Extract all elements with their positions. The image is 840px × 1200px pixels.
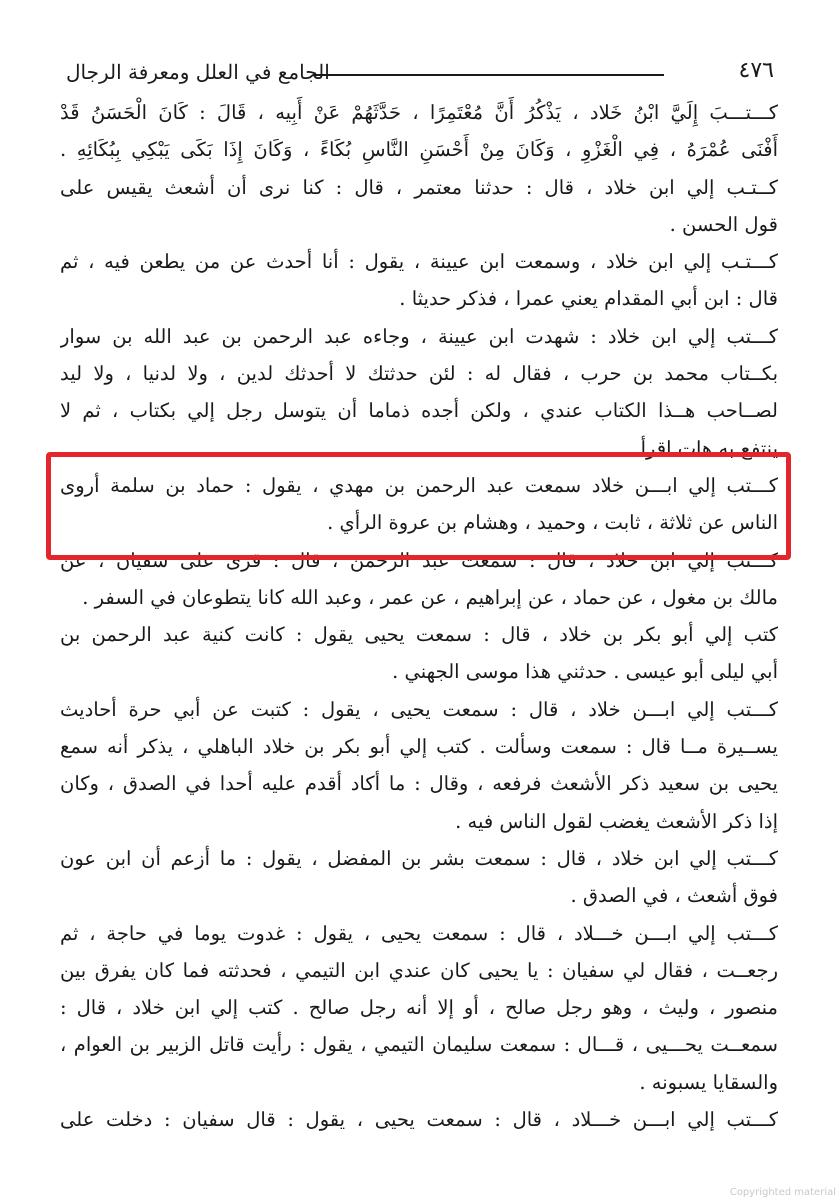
text-line: ينتفع به هات اقرأ .	[628, 436, 778, 460]
text-line: سمعــت يحـــيى ، قـــال : سمعت سليمان التيمي ، يقول : رأيت قاتل الزبير بن العوام ،	[60, 1033, 778, 1057]
text-line: فوق أشعث ، في الصدق .	[570, 884, 778, 908]
text-line: قول الحسن .	[669, 212, 778, 236]
text-line: الناس عن ثلاثة ، ثابت ، وحميد ، وهشام بن عروة الرأي .	[327, 511, 778, 535]
text-line: كـــتب إلي ابـــن خـــلاد ، قال : سمعت يحيى ، يقول : غدوت يوما في حاجة ، ثم	[60, 921, 778, 945]
text-line: كـــتب إلي ابـــن خلاد ، قال : سمعت يحيى ، يقول : كتبت عن أبي حرة أحاديث	[60, 697, 778, 721]
running-title: الجامع في العلل ومعرفة الرجال	[66, 60, 330, 84]
text-line: كـــتب إلي ابن خلاد : شهدت ابن عيينة ، وجاءه عبد الرحمن بن عبد الله بن سوار	[60, 324, 778, 348]
text-line: كـــتـب إلي ابن خلاد ، وسمعت ابن عيينة ، يقول : أنا أحدث عن من يطعن فيه ، ثم	[60, 250, 778, 274]
copyright-watermark: Copyrighted material	[729, 1187, 836, 1198]
text-line: قال : ابن أبي المقدام يعني عمرا ، فذكر حديثا .	[399, 287, 778, 311]
text-line: أبي ليلى أبو عيسى . حدثني هذا موسى الجهني .	[392, 660, 778, 684]
text-line: يســيرة مــا قال : سمعت وسألت . كتب إلي أبو بكر بن خلاد الباهلي ، يذكر أنه سمع	[60, 735, 778, 759]
text-line: لصــاحب هــذا الكتاب عندي ، ولكن أجده ذماما أن يتوسل رجل إلي بكتاب ، ثم لا	[60, 399, 778, 423]
text-line: رجعــت ، فقال لي سفيان : يا يحيى كان عندي ابن التيمي ، فحدثته فما كان يفرق بين	[60, 958, 778, 982]
text-line: أَفْنَى عُمْرَهُ ، فِي الْغَزْوِ ، وَكَانَ مِنْ أَحْسَنِ النَّاسِ بُكَاءً ، وَكَانَ إِذَا بَكَى يَبْكِي بِبُكَائِهِ .	[60, 138, 778, 162]
text-line: كـــتـــبَ إِلَيَّ ابْنُ خَلاد ، يَذْكُرُ أَنَّ مُعْتَمِرًا ، حَدَّثَهُمْ عَنْ أَبِيه ، قَالَ : كَانَ الْحَسَنُ قَدْ	[60, 101, 778, 124]
text-line: مالك بن مغول ، عن حماد ، عن إبراهيم ، عن عمر ، وعبد الله كانا يتطوعان في السفر .	[82, 585, 778, 609]
text-line: كــتـب إلي ابن خلاد ، قال : حدثنا معتمر ، قال : كنا نرى أن أشعث يقيس على	[60, 175, 778, 199]
text-line: كـــتب إلي ابـــن خـــلاد ، قال : سمعت يحيى ، يقول : قال سفيان : دخلت على	[60, 1108, 778, 1132]
text-line: والسقايا يسبونه .	[639, 1070, 778, 1094]
text-line: كـــتب إلي ابن خلاد ، قال : سمعت عبد الرحمن ، قال : قرئ على سفيان ، عن	[60, 548, 778, 572]
text-line: كـــتب إلي ابن خلاد ، قال : سمعت بشر بن المفضل ، يقول : ما أزعم أن ابن عون	[60, 846, 778, 870]
text-line: كتب إلي أبو بكر بن خلاد ، قال : سمعت يحيى يقول : كانت كنية عبد الرحمن بن	[60, 623, 778, 647]
text-line: منصور ، وليث ، وهو رجل صالح ، أو إلا أنه رجل صالح . كتب إلي ابن خلاد ، قال :	[60, 996, 778, 1020]
page-header	[66, 58, 774, 90]
text-line: يحيى بن سعيد ذكر الأشعث فرفعه ، وقال : ما أكاد أقدم عليه أحدا في الصدق ، وكان	[60, 772, 778, 796]
text-line: بكــتاب محمد بن حرب ، فقال له : لئن حدثتك لا أحدثك لدين ، ولا لدنيا ، ولا ليد	[60, 362, 778, 386]
text-line: كـــتب إلي ابـــن خلاد سمعت عبد الرحمن بن مهدي ، يقول : حماد بن سلمة أروى	[60, 473, 778, 497]
page-number: ٤٧٦	[738, 58, 774, 83]
text-line: إذا ذكر الأشعث يغضب لقول الناس فيه .	[455, 809, 778, 833]
header-rule	[314, 74, 664, 76]
body-text	[60, 94, 778, 1138]
